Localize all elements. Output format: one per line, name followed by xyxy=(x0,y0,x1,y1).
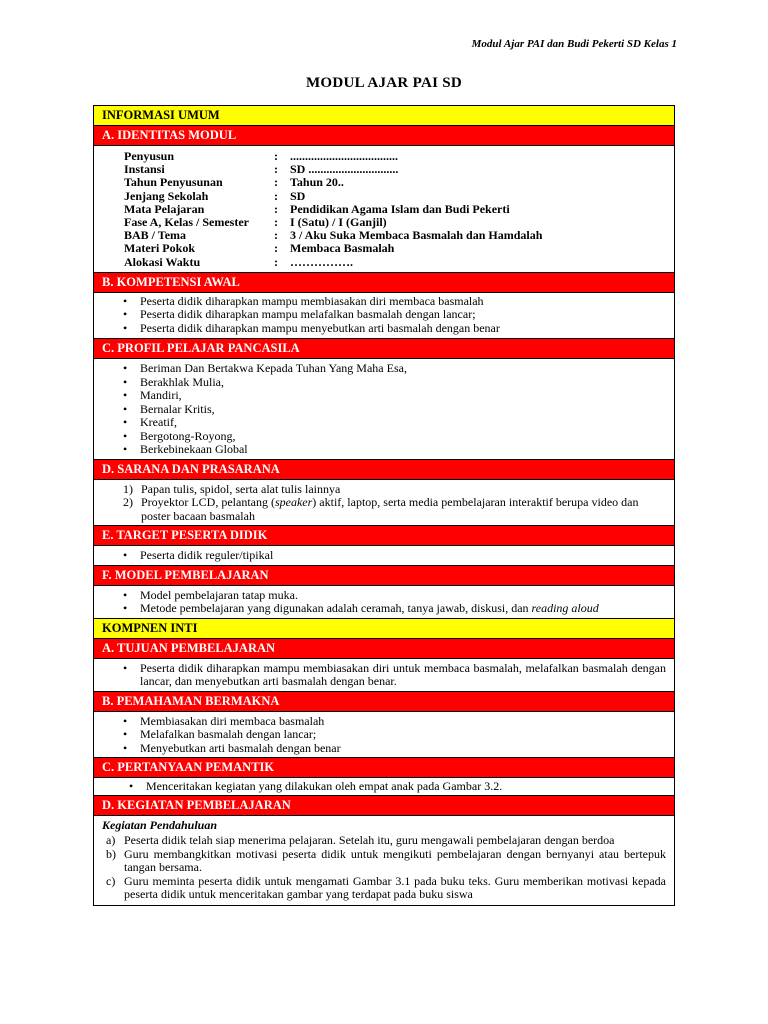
heading-kegiatan-pembelajaran: D. KEGIATAN PEMBELAJARAN xyxy=(94,796,674,816)
list-item: a) Peserta didik telah siap menerima pelajaran. Setelah itu, guru mengawali pembelajaran dengan berdoa xyxy=(106,833,615,848)
list-item: • Mandiri, xyxy=(140,389,674,403)
list-item: • Peserta didik reguler/tipikal xyxy=(140,549,674,563)
target-body xyxy=(94,546,674,566)
heading-sarana-prasarana: D. SARANA DAN PRASARANA xyxy=(94,460,674,480)
list-item: • Bernalar Kritis, xyxy=(140,403,674,417)
list-item: 2) Proyektor LCD, pelantang (speaker) aktif, laptop, serta media pembelajaran interaktif berupa video dan poster bacaan basmalah xyxy=(123,495,639,523)
tujuan-body xyxy=(94,659,674,692)
heading-profil-pelajar-pancasila: C. PROFIL PELAJAR PANCASILA xyxy=(94,339,674,359)
identity-row: Mata Pelajaran : Pendidikan Agama Islam dan Budi Pekerti xyxy=(124,201,510,216)
identity-row: Tahun Penyusunan : Tahun 20.. xyxy=(124,175,344,190)
profil-body xyxy=(94,359,674,460)
identity-row: Fase A, Kelas / Semester : I (Satu) / I (Ganjil) xyxy=(124,215,387,230)
model-body xyxy=(94,586,674,619)
identity-row: BAB / Tema : 3 / Aku Suka Membaca Basmalah dan Hamdalah xyxy=(124,228,543,243)
heading-target-peserta-didik: E. TARGET PESERTA DIDIK xyxy=(94,526,674,546)
list-item: • Membiasakan diri membaca basmalah xyxy=(140,715,674,729)
kegiatan-body xyxy=(94,816,674,905)
heading-pertanyaan-pemantik: C. PERTANYAAN PEMANTIK xyxy=(94,758,674,778)
identity-row: Jenjang Sekolah : SD xyxy=(124,188,306,203)
document-title: MODUL AJAR PAI SD xyxy=(305,75,463,91)
identity-row: Penyusun : .................................... xyxy=(124,149,398,163)
identity-row: Materi Pokok : Membaca Basmalah xyxy=(124,241,395,256)
pemahaman-body xyxy=(94,712,674,759)
list-item: • Model pembelajaran tatap muka. xyxy=(140,589,666,603)
list-item: • Peserta didik diharapkan mampu membiasakan diri membaca basmalah xyxy=(140,295,674,309)
list-item: • Berakhlak Mulia, xyxy=(140,376,674,390)
heading-identitas-modul: A. IDENTITAS MODUL xyxy=(94,126,674,146)
section-informasi-umum: INFORMASI UMUM xyxy=(94,106,674,126)
heading-pemahaman-bermakna: B. PEMAHAMAN BERMAKNA xyxy=(94,692,674,712)
list-item: c) Guru meminta peserta didik untuk mengamati Gambar 3.1 pada buku teks. Guru memberikan motivasi kepada peserta didik untuk menceritakan gambar yang terdapat pada buku siswa xyxy=(106,873,666,902)
list-item: • Beriman Dan Bertakwa Kepada Tuhan Yang Maha Esa, xyxy=(140,362,674,376)
list-item: • Metode pembelajaran yang digunakan adalah ceramah, tanya jawab, diskusi, dan reading aloud xyxy=(140,602,666,616)
list-item: • Menceritakan kegiatan yang dilakukan oleh empat anak pada Gambar 3.2. xyxy=(146,780,674,794)
list-item: • Kreatif, xyxy=(140,416,674,430)
list-item: • Peserta didik diharapkan mampu membiasakan diri untuk membaca basmalah, melafalkan basmalah dengan lancar, dan menyebutkan arti basmalah dengan benar. xyxy=(140,662,666,689)
list-item: • Berkebinekaan Global xyxy=(140,443,674,457)
list-item: • Menyebutkan arti basmalah dengan benar xyxy=(140,742,674,756)
identitas-modul-body xyxy=(94,146,674,273)
identity-row: Instansi : SD .............................. xyxy=(124,162,399,177)
kompetensi-awal-body xyxy=(94,293,674,340)
list-item: • Peserta didik diharapkan mampu menyebutkan arti basmalah dengan benar xyxy=(140,322,674,336)
module-table xyxy=(93,105,675,906)
heading-tujuan-pembelajaran: A. TUJUAN PEMBELAJARAN xyxy=(94,639,674,659)
heading-kompetensi-awal: B. KOMPETENSI AWAL xyxy=(94,273,674,293)
list-item: • Bergotong-Royong, xyxy=(140,430,674,444)
sarana-body xyxy=(94,480,674,527)
list-item: 1) Papan tulis, spidol, serta alat tulis lainnya xyxy=(123,481,341,496)
identity-row: Alokasi Waktu : ……………. xyxy=(124,254,353,269)
kegiatan-subheading: Kegiatan Pendahuluan xyxy=(102,817,218,832)
heading-model-pembelajaran: F. MODEL PEMBELAJARAN xyxy=(94,566,674,586)
running-header: Modul Ajar PAI dan Budi Pekerti SD Kelas 1 xyxy=(471,38,677,50)
list-item: • Melafalkan basmalah dengan lancar; xyxy=(140,728,674,742)
list-item: • Peserta didik diharapkan mampu melafalkan basmalah dengan lancar; xyxy=(140,308,674,322)
list-item: b) Guru membangkitkan motivasi peserta didik untuk mengikuti pembelajaran dengan bernyanyi atau bertepuk tangan bersama. xyxy=(106,846,666,875)
pertanyaan-body xyxy=(94,778,674,796)
section-kompnen-inti: KOMPNEN INTI xyxy=(94,619,674,639)
